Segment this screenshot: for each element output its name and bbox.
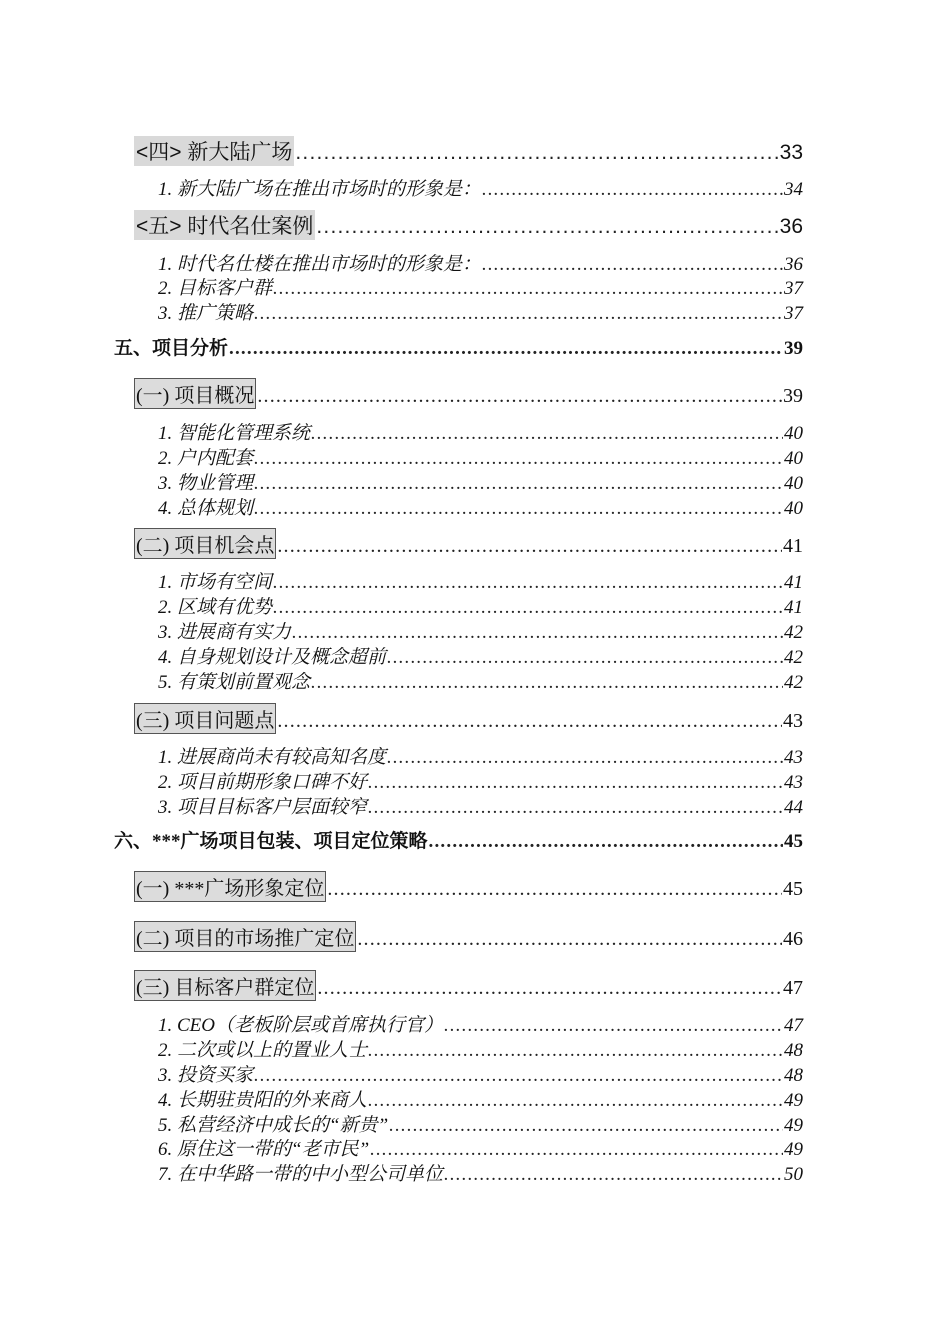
toc-entry[interactable] (158, 1110, 803, 1134)
toc-entry-page-number: 42 (784, 647, 803, 668)
toc-entry-title: 5. 私营经济中成长的“新贵” (158, 1115, 389, 1136)
dot-leader (368, 797, 783, 819)
dot-leader (444, 1015, 783, 1037)
dot-leader (295, 141, 778, 165)
toc-entry-page-number: 41 (784, 597, 803, 618)
toc-entry-title: (三) 项目问题点 (134, 703, 276, 734)
toc-entry[interactable] (158, 1010, 803, 1034)
toc-entry-page-number: 41 (784, 572, 803, 593)
toc-entry-page-number: 40 (784, 423, 803, 444)
toc-entry[interactable] (134, 136, 803, 164)
toc-entry-title: 3. 项目目标客户层面较窄 (158, 797, 368, 818)
dot-leader (482, 179, 783, 201)
toc-entry-title: 1. 智能化管理系统 (158, 423, 311, 444)
dot-leader (273, 572, 783, 594)
dot-leader (327, 878, 782, 901)
toc-entry[interactable] (158, 443, 803, 467)
dot-leader (277, 710, 782, 733)
toc-entry-title: <四> 新大陆广场 (134, 136, 294, 166)
dot-leader (254, 473, 783, 495)
toc-entry[interactable] (158, 567, 803, 591)
toc-entry[interactable] (158, 273, 803, 297)
toc-entry[interactable] (158, 468, 803, 492)
toc-entry-title: 2. 目标客户群 (158, 278, 273, 299)
toc-entry[interactable] (134, 970, 803, 999)
toc-entry-page-number: 39 (784, 338, 803, 359)
dot-leader (257, 385, 782, 408)
toc-entry-title: 7. 在中华路一带的中小型公司单位 (158, 1164, 444, 1185)
toc-entry-title: 1. 时代名仕楼在推出市场时的形象是： (158, 254, 482, 275)
toc-entry-title: 2. 项目前期形象口碑不好 (158, 772, 368, 793)
toc-entry-page-number: 46 (783, 928, 803, 950)
toc-entry-title: 4. 总体规划 (158, 498, 254, 519)
toc-entry-page-number: 36 (784, 254, 803, 275)
dot-leader (370, 1139, 783, 1161)
dot-leader (368, 772, 783, 794)
dot-leader (429, 831, 783, 853)
toc-entry-page-number: 42 (784, 672, 803, 693)
toc-entry-page-number: 47 (783, 977, 803, 999)
dot-leader (273, 597, 783, 619)
dot-leader (357, 928, 782, 951)
toc-entry-title: 3. 进展商有实力 (158, 622, 292, 643)
toc-entry-title: (二) 项目的市场推广定位 (134, 921, 356, 952)
toc-entry-title: 3. 投资买家 (158, 1065, 254, 1086)
toc-entry-page-number: 48 (784, 1065, 803, 1086)
dot-leader (292, 622, 783, 644)
toc-entry-title: 六、***广场项目包装、项目定位策略 (114, 831, 428, 852)
toc-entry-title: 6. 原住这一带的“老市民” (158, 1139, 370, 1160)
toc-entry-page-number: 49 (784, 1115, 803, 1136)
toc-entry-page-number: 39 (783, 385, 803, 407)
toc-entry-title: 3. 推广策略 (158, 303, 254, 324)
toc-entry[interactable] (158, 792, 803, 816)
dot-leader (254, 448, 783, 470)
toc-entry[interactable] (158, 1035, 803, 1059)
toc-entry-page-number: 37 (784, 303, 803, 324)
toc-entry-title: 4. 自身规划设计及概念超前 (158, 647, 387, 668)
toc-entry-title: 1. 新大陆广场在推出市场时的形象是： (158, 179, 482, 200)
toc-entry-page-number: 49 (784, 1090, 803, 1111)
toc-entry-title: 2. 户内配套 (158, 448, 254, 469)
dot-leader (368, 1090, 783, 1112)
toc-entry[interactable] (158, 493, 803, 517)
toc-entry-page-number: 40 (784, 448, 803, 469)
toc-entry[interactable] (134, 921, 803, 950)
toc-entry-title: 1. 市场有空间 (158, 572, 273, 593)
dot-leader (229, 338, 783, 360)
dot-leader (444, 1164, 783, 1186)
toc-entry[interactable] (158, 1085, 803, 1109)
toc-entry-page-number: 50 (784, 1164, 803, 1185)
dot-leader (317, 977, 782, 1000)
toc-entry-page-number: 43 (783, 710, 803, 732)
toc-entry-page-number: 43 (784, 772, 803, 793)
dot-leader (387, 647, 783, 669)
toc-entry-title: <五> 时代名仕案例 (134, 210, 315, 240)
toc-entry-title: (一) 项目概况 (134, 378, 256, 409)
toc-entry-page-number: 37 (784, 278, 803, 299)
toc-entry-page-number: 41 (783, 535, 803, 557)
toc-entry[interactable] (114, 826, 803, 850)
toc-entry-page-number: 44 (784, 797, 803, 818)
toc-entry-page-number: 45 (783, 878, 803, 900)
dot-leader (277, 535, 782, 558)
toc-entry[interactable] (158, 642, 803, 666)
toc-entry-title: 五、项目分析 (114, 338, 229, 359)
toc-entry[interactable] (114, 333, 803, 357)
toc-entry[interactable] (158, 1060, 803, 1084)
toc-entry[interactable] (158, 418, 803, 442)
dot-leader (387, 747, 783, 769)
dot-leader (368, 1040, 783, 1062)
toc-entry-page-number: 49 (784, 1139, 803, 1160)
toc-entry[interactable] (134, 528, 803, 557)
toc-entry-page-number: 42 (784, 622, 803, 643)
dot-leader (254, 303, 783, 325)
toc-entry[interactable] (158, 1159, 803, 1183)
toc-entry-page-number: 40 (784, 473, 803, 494)
toc-entry-page-number: 36 (779, 215, 803, 238)
toc-entry[interactable] (134, 703, 803, 732)
toc-entry[interactable] (158, 767, 803, 791)
toc-entry[interactable] (158, 249, 803, 273)
toc-entry-title: (一) ***广场形象定位 (134, 871, 326, 902)
toc-entry-title: 3. 物业管理 (158, 473, 254, 494)
toc-entry-title: (三) 目标客户群定位 (134, 970, 316, 1001)
toc-entry-page-number: 47 (784, 1015, 803, 1036)
toc-entry[interactable] (134, 871, 803, 900)
toc-entry-title: 2. 区域有优势 (158, 597, 273, 618)
toc-entry-title: 1. 进展商尚未有较高知名度 (158, 747, 387, 768)
dot-leader (311, 672, 783, 694)
toc-entry[interactable] (158, 617, 803, 641)
toc-entry[interactable] (158, 667, 803, 691)
toc-entry-page-number: 48 (784, 1040, 803, 1061)
dot-leader (254, 1065, 783, 1087)
toc-entry-page-number: 33 (779, 141, 803, 164)
toc-entry-title: 4. 长期驻贵阳的外来商人 (158, 1090, 368, 1111)
toc-entry[interactable] (158, 1134, 803, 1158)
toc-entry-title: 5. 有策划前置观念 (158, 672, 311, 693)
toc-entry[interactable] (158, 742, 803, 766)
toc-entry[interactable] (158, 298, 803, 322)
toc-entry-page-number: 45 (784, 831, 803, 852)
toc-entry[interactable] (134, 210, 803, 238)
toc-entry-page-number: 43 (784, 747, 803, 768)
dot-leader (311, 423, 783, 445)
toc-entry[interactable] (158, 174, 803, 198)
toc-entry-page-number: 34 (784, 179, 803, 200)
dot-leader (316, 215, 778, 239)
toc-entry-title: (二) 项目机会点 (134, 528, 276, 559)
dot-leader (273, 278, 783, 300)
toc-entry-title: 2. 二次或以上的置业人士 (158, 1040, 368, 1061)
dot-leader (254, 498, 783, 520)
toc-entry[interactable] (134, 378, 803, 407)
toc-entry-title: 1. CEO（老板阶层或首席执行官） (158, 1015, 444, 1036)
toc-entry-page-number: 40 (784, 498, 803, 519)
toc-entry[interactable] (158, 592, 803, 616)
